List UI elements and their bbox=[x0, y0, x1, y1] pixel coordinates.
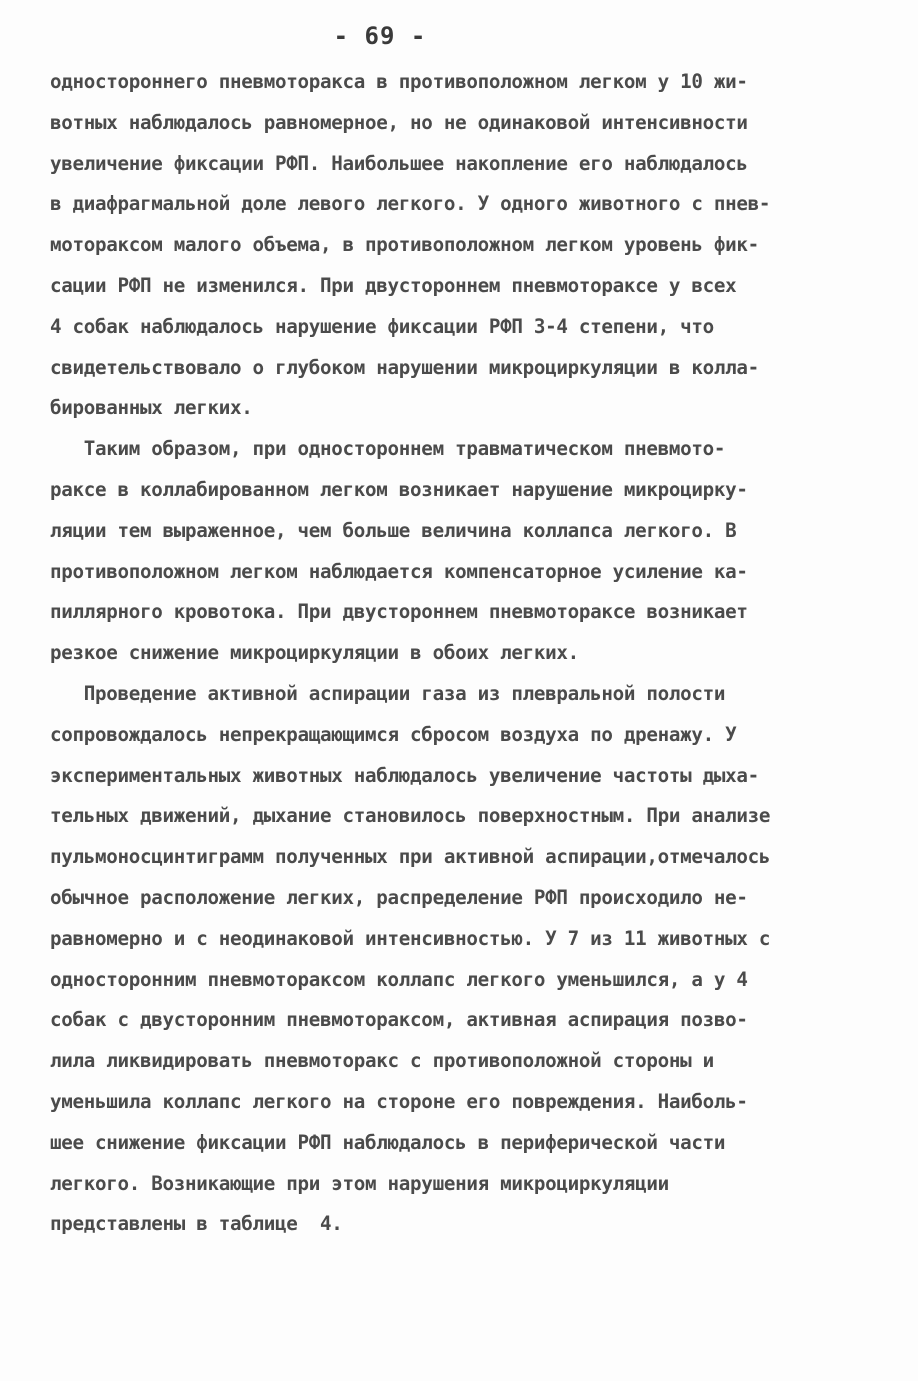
text-line: противоположном легком наблюдается компенсаторное усиление ка- bbox=[50, 559, 748, 583]
text-line: сопровождалось непрекращающимся сбросом воздуха по дренажу. У bbox=[50, 722, 737, 746]
text-line: равномерно и с неодинаковой интенсивностью. У 7 из 11 животных с bbox=[50, 926, 771, 950]
text-line: пиллярного кровотока. При двустороннем пневмотораксе возникает bbox=[50, 600, 748, 624]
text-line: экспериментальных животных наблюдалось увеличение частоты дыха- bbox=[50, 763, 759, 787]
text-line: в диафрагмальной доле левого легкого. У одного животного с пнев- bbox=[50, 192, 771, 216]
text-line: одностороннего пневмоторакса в противоположном легком у 10 жи- bbox=[50, 70, 748, 93]
text-line: Проведение активной аспирации газа из плевральной полости bbox=[50, 681, 726, 705]
text-line: пульмоносцинтиграмм полученных при активной аспирации,отмечалось bbox=[50, 845, 771, 869]
text-line: обычное расположение легких, распределение РФП происходило не- bbox=[50, 885, 748, 909]
text-line: собак с двусторонним пневмотораксом, активная аспирация позво- bbox=[50, 1008, 748, 1032]
text-line: увеличение фиксации РФП. Наибольшее накопление его наблюдалось bbox=[50, 151, 748, 175]
text-line: бированных легких. bbox=[50, 396, 253, 420]
text-line: ляции тем выраженное, чем больше величина коллапса легкого. В bbox=[50, 518, 737, 542]
text-line: легкого. Возникающие при этом нарушения микроциркуляции bbox=[50, 1171, 669, 1195]
text-line: 4 собак наблюдалось нарушение фиксации РФП 3-4 степени, что bbox=[50, 314, 714, 338]
text-line: уменьшила коллапс легкого на стороне его повреждения. Наиболь- bbox=[50, 1089, 748, 1113]
body-text bbox=[50, 62, 880, 1245]
text-line: раксе в коллабированном легком возникает нарушение микроцирку- bbox=[50, 477, 748, 501]
text-line: Таким образом, при одностороннем травматическом пневмото- bbox=[50, 437, 726, 461]
text-line: сации РФП не изменился. При двустороннем пневмотораксе у всех bbox=[50, 273, 737, 297]
text-line: тельных движений, дыхание становилось поверхностным. При анализе bbox=[50, 804, 771, 828]
text-line: представлены в таблице 4. bbox=[50, 1212, 343, 1236]
text-line: резкое снижение микроциркуляции в обоих легких. bbox=[50, 641, 579, 665]
text-line: вотных наблюдалось равномерное, но не одинаковой интенсивности bbox=[50, 110, 748, 134]
text-line: шее снижение фиксации РФП наблюдалось в периферической части bbox=[50, 1130, 726, 1154]
text-line: лила ликвидировать пневмоторакс с противоположной стороны и bbox=[50, 1049, 714, 1073]
page-number: - 69 - bbox=[333, 22, 427, 50]
text-line: односторонним пневмотораксом коллапс легкого уменьшился, а у 4 bbox=[50, 967, 748, 991]
text-line: свидетельствовало о глубоком нарушении микроциркуляции в колла- bbox=[50, 355, 759, 379]
text-line: моторакcом малого объема, в противоположном легком уровень фик- bbox=[50, 233, 759, 257]
